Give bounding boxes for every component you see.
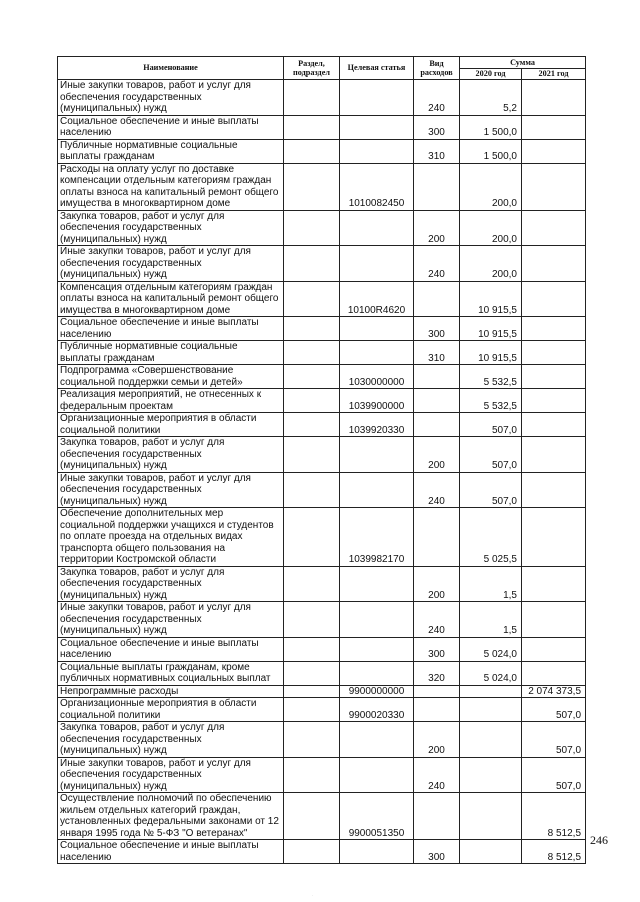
cell-sum-2021: 2 074 373,5: [522, 685, 586, 698]
cell-section: [284, 566, 340, 602]
cell-sum-2020: 507,0: [460, 437, 522, 473]
cell-kind: 300: [414, 840, 460, 864]
cell-name: Публичные нормативные социальные выплаты гражданам: [58, 139, 284, 163]
cell-sum-2020: [460, 840, 522, 864]
cell-kind: 310: [414, 341, 460, 365]
cell-target: [340, 341, 414, 365]
cell-section: [284, 840, 340, 864]
table-row: [58, 685, 586, 698]
cell-sum-2020: 10 915,5: [460, 317, 522, 341]
cell-sum-2021: [522, 317, 586, 341]
cell-target: 10100R4620: [340, 281, 414, 317]
cell-sum-2020: 1 500,0: [460, 115, 522, 139]
cell-name: Закупка товаров, работ и услуг для обеспечения государственных (муниципальных) нужд: [58, 566, 284, 602]
cell-sum-2020: [460, 722, 522, 758]
cell-kind: [414, 365, 460, 389]
table-row: [58, 722, 586, 758]
table-row: [58, 508, 586, 567]
cell-name: Осуществление полномочий по обеспечению жильем отдельных категорий граждан, установленных федеральными законами от 12 января 1995 года № 5-ФЗ "О ветеранах": [58, 793, 284, 840]
cell-sum-2021: [522, 341, 586, 365]
cell-kind: 200: [414, 566, 460, 602]
cell-sum-2021: [522, 210, 586, 246]
table-row: [58, 840, 586, 864]
cell-section: [284, 281, 340, 317]
cell-sum-2020: 1,5: [460, 566, 522, 602]
cell-target: 1039982170: [340, 508, 414, 567]
header-year-2021: 2021 год: [522, 69, 586, 80]
cell-section: [284, 341, 340, 365]
cell-sum-2021: [522, 139, 586, 163]
cell-sum-2020: 5 532,5: [460, 365, 522, 389]
cell-section: [284, 472, 340, 508]
scan-speck: ·: [312, 893, 314, 898]
cell-sum-2020: 200,0: [460, 163, 522, 210]
cell-sum-2021: [522, 389, 586, 413]
cell-section: [284, 80, 340, 116]
cell-target: [340, 437, 414, 473]
cell-sum-2020: 507,0: [460, 472, 522, 508]
cell-target: [340, 115, 414, 139]
cell-target: [340, 602, 414, 638]
header-year-2020: 2020 год: [460, 69, 522, 80]
table-row: [58, 210, 586, 246]
table-row: [58, 139, 586, 163]
cell-section: [284, 210, 340, 246]
cell-name: Иные закупки товаров, работ и услуг для обеспечения государственных (муниципальных) нужд: [58, 246, 284, 282]
cell-section: [284, 637, 340, 661]
cell-sum-2021: [522, 437, 586, 473]
cell-name: Обеспечение дополнительных мер социальной поддержки учащихся и студентов по оплате проезда на отдельных видах транспорта общего пользования на территории Костромской области: [58, 508, 284, 567]
cell-sum-2020: 507,0: [460, 413, 522, 437]
cell-section: [284, 389, 340, 413]
cell-name: Иные закупки товаров, работ и услуг для обеспечения государственных (муниципальных) нужд: [58, 80, 284, 116]
cell-sum-2020: 5 532,5: [460, 389, 522, 413]
cell-target: 1039920330: [340, 413, 414, 437]
cell-name: Расходы на оплату услуг по доставке компенсации отдельным категориям граждан оплаты взноса на капитальный ремонт общего имущества в многоквартирном доме: [58, 163, 284, 210]
cell-sum-2020: 1 500,0: [460, 139, 522, 163]
cell-kind: [414, 281, 460, 317]
cell-section: [284, 139, 340, 163]
cell-kind: 240: [414, 246, 460, 282]
cell-name: Закупка товаров, работ и услуг для обеспечения государственных (муниципальных) нужд: [58, 722, 284, 758]
cell-sum-2021: 8 512,5: [522, 793, 586, 840]
cell-target: 9900051350: [340, 793, 414, 840]
cell-kind: [414, 163, 460, 210]
cell-name: Публичные нормативные социальные выплаты гражданам: [58, 341, 284, 365]
cell-name: Иные закупки товаров, работ и услуг для обеспечения государственных (муниципальных) нужд: [58, 757, 284, 793]
cell-target: [340, 80, 414, 116]
table-row: [58, 757, 586, 793]
cell-target: 9900000000: [340, 685, 414, 698]
table-row: [58, 793, 586, 840]
page-number: 246: [590, 833, 608, 847]
cell-section: [284, 722, 340, 758]
cell-name: Социальное обеспечение и иные выплаты населению: [58, 637, 284, 661]
cell-sum-2021: [522, 80, 586, 116]
cell-section: [284, 757, 340, 793]
cell-kind: [414, 389, 460, 413]
cell-target: 9900020330: [340, 698, 414, 722]
table-row: [58, 281, 586, 317]
cell-name: Иные закупки товаров, работ и услуг для обеспечения государственных (муниципальных) нужд: [58, 472, 284, 508]
table-row: [58, 637, 586, 661]
cell-sum-2020: 10 915,5: [460, 341, 522, 365]
cell-name: Закупка товаров, работ и услуг для обеспечения государственных (муниципальных) нужд: [58, 437, 284, 473]
table-row: [58, 413, 586, 437]
cell-target: [340, 722, 414, 758]
cell-sum-2021: 507,0: [522, 757, 586, 793]
cell-target: 1039900000: [340, 389, 414, 413]
cell-sum-2021: [522, 246, 586, 282]
table-row: [58, 115, 586, 139]
table-row: [58, 365, 586, 389]
cell-sum-2020: [460, 698, 522, 722]
cell-target: [340, 210, 414, 246]
cell-name: Социальное обеспечение и иные выплаты населению: [58, 840, 284, 864]
cell-target: [340, 661, 414, 685]
cell-name: Социальное обеспечение и иные выплаты населению: [58, 317, 284, 341]
table-row: [58, 80, 586, 116]
cell-sum-2021: [522, 637, 586, 661]
cell-kind: 200: [414, 210, 460, 246]
cell-kind: 320: [414, 661, 460, 685]
table-row: [58, 341, 586, 365]
cell-section: [284, 602, 340, 638]
cell-sum-2020: 200,0: [460, 210, 522, 246]
header-sum: Сумма: [460, 57, 586, 69]
cell-target: [340, 317, 414, 341]
table-row: [58, 389, 586, 413]
header-kind: Вид расходов: [414, 57, 460, 80]
header-section: Раздел, подраздел: [284, 57, 340, 80]
cell-target: [340, 472, 414, 508]
cell-target: [340, 246, 414, 282]
cell-name: Социальное обеспечение и иные выплаты населению: [58, 115, 284, 139]
cell-sum-2020: 5 024,0: [460, 637, 522, 661]
cell-sum-2021: [522, 661, 586, 685]
cell-kind: 240: [414, 757, 460, 793]
cell-section: [284, 413, 340, 437]
cell-sum-2020: 5 024,0: [460, 661, 522, 685]
cell-section: [284, 793, 340, 840]
cell-sum-2020: 10 915,5: [460, 281, 522, 317]
cell-section: [284, 317, 340, 341]
cell-sum-2021: [522, 281, 586, 317]
cell-section: [284, 115, 340, 139]
cell-name: Подпрограмма «Совершенствование социальной поддержки семьи и детей»: [58, 365, 284, 389]
cell-section: [284, 661, 340, 685]
cell-sum-2021: [522, 115, 586, 139]
cell-kind: 300: [414, 317, 460, 341]
table-row: [58, 437, 586, 473]
cell-target: 1010082450: [340, 163, 414, 210]
cell-target: 1030000000: [340, 365, 414, 389]
cell-sum-2020: 1,5: [460, 602, 522, 638]
table-row: [58, 602, 586, 638]
cell-sum-2020: [460, 685, 522, 698]
table-row: [58, 246, 586, 282]
table-row: [58, 163, 586, 210]
cell-kind: 310: [414, 139, 460, 163]
cell-kind: 200: [414, 437, 460, 473]
cell-section: [284, 365, 340, 389]
cell-kind: 200: [414, 722, 460, 758]
cell-target: [340, 566, 414, 602]
cell-sum-2021: [522, 365, 586, 389]
budget-table-sheet: [57, 56, 585, 864]
cell-section: [284, 437, 340, 473]
cell-section: [284, 698, 340, 722]
cell-sum-2021: 8 512,5: [522, 840, 586, 864]
cell-sum-2021: [522, 413, 586, 437]
cell-section: [284, 163, 340, 210]
cell-name: Иные закупки товаров, работ и услуг для обеспечения государственных (муниципальных) нужд: [58, 602, 284, 638]
table-row: [58, 566, 586, 602]
table-row: [58, 472, 586, 508]
cell-section: [284, 685, 340, 698]
cell-sum-2020: [460, 793, 522, 840]
cell-sum-2021: 507,0: [522, 698, 586, 722]
cell-name: Реализация мероприятий, не отнесенных к федеральным проектам: [58, 389, 284, 413]
cell-name: Организационные мероприятия в области социальной политики: [58, 413, 284, 437]
cell-kind: 240: [414, 602, 460, 638]
cell-target: [340, 757, 414, 793]
cell-sum-2021: 507,0: [522, 722, 586, 758]
cell-target: [340, 637, 414, 661]
cell-target: [340, 139, 414, 163]
cell-section: [284, 246, 340, 282]
cell-kind: [414, 698, 460, 722]
budget-table: [57, 56, 586, 864]
cell-sum-2021: [522, 602, 586, 638]
cell-kind: 240: [414, 472, 460, 508]
header-target: Целевая статья: [340, 57, 414, 80]
table-row: [58, 661, 586, 685]
cell-sum-2020: [460, 757, 522, 793]
cell-sum-2021: [522, 163, 586, 210]
cell-kind: [414, 413, 460, 437]
cell-sum-2021: [522, 508, 586, 567]
table-body: [58, 80, 586, 864]
cell-name: Организационные мероприятия в области социальной политики: [58, 698, 284, 722]
cell-target: [340, 840, 414, 864]
table-row: [58, 698, 586, 722]
cell-sum-2021: [522, 472, 586, 508]
cell-sum-2021: [522, 566, 586, 602]
table-header: [58, 57, 586, 80]
cell-sum-2020: 200,0: [460, 246, 522, 282]
cell-kind: 240: [414, 80, 460, 116]
cell-name: Компенсация отдельным категориям граждан оплаты взноса на капитальный ремонт общего имущества в многоквартирном доме: [58, 281, 284, 317]
cell-kind: 300: [414, 115, 460, 139]
cell-section: [284, 508, 340, 567]
cell-name: Непрограммные расходы: [58, 685, 284, 698]
cell-kind: [414, 685, 460, 698]
cell-name: Социальные выплаты гражданам, кроме публичных нормативных социальных выплат: [58, 661, 284, 685]
cell-sum-2020: 5,2: [460, 80, 522, 116]
cell-kind: 300: [414, 637, 460, 661]
cell-name: Закупка товаров, работ и услуг для обеспечения государственных (муниципальных) нужд: [58, 210, 284, 246]
cell-kind: [414, 793, 460, 840]
header-name: Наименование: [58, 57, 284, 80]
table-row: [58, 317, 586, 341]
cell-sum-2020: 5 025,5: [460, 508, 522, 567]
cell-kind: [414, 508, 460, 567]
